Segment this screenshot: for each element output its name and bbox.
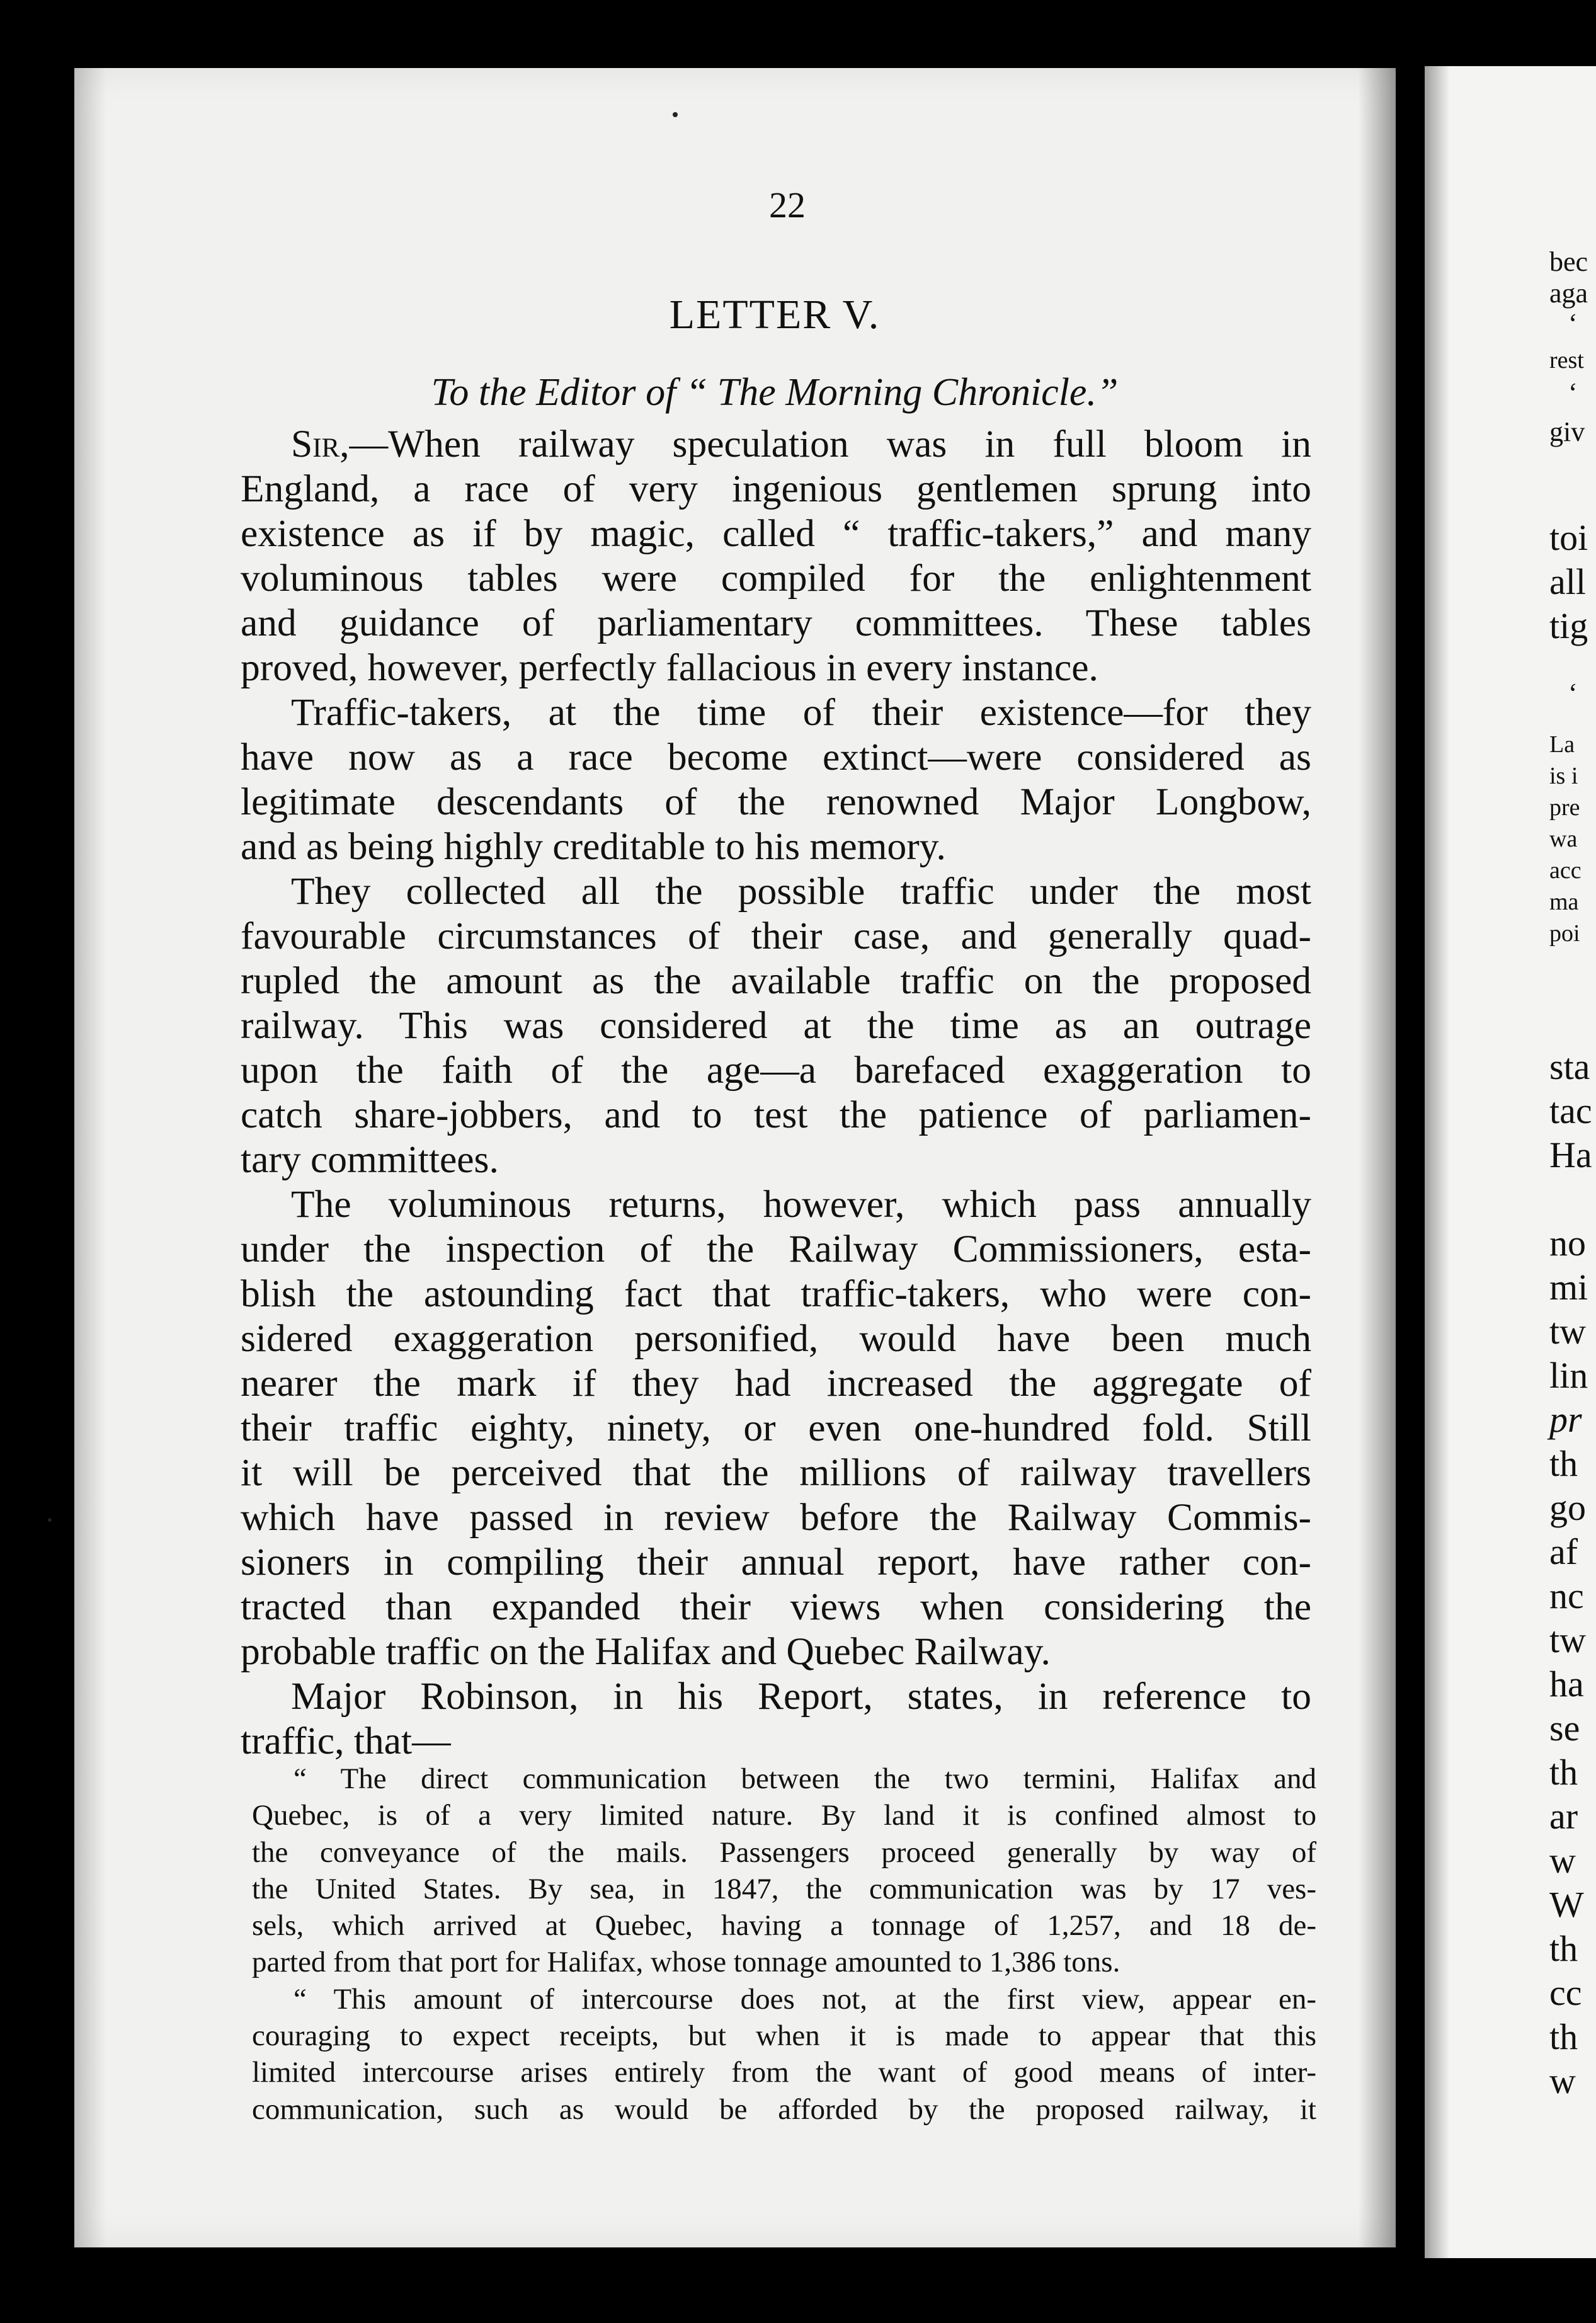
body-line: catch share-jobbers, and to test the patience of parliamen- bbox=[241, 1093, 1311, 1136]
body-line: England, a race of very ingenious gentlemen sprung into bbox=[241, 467, 1311, 510]
facing-fragment: wa bbox=[1549, 826, 1578, 852]
facing-fragment: se bbox=[1549, 1708, 1580, 1749]
facing-fragment: bec bbox=[1549, 246, 1588, 277]
facing-fragment: all bbox=[1549, 561, 1586, 602]
body-line: have now as a race become extinct—were considered as bbox=[241, 736, 1311, 779]
body-line: and as being highly creditable to his memory. bbox=[241, 825, 946, 868]
facing-fragment: tw bbox=[1549, 1619, 1586, 1660]
quote-line: the United States. By sea, in 1847, the communication was by 17 ves- bbox=[252, 1872, 1316, 1905]
facing-fragment: th bbox=[1549, 1443, 1578, 1484]
ink-speck bbox=[48, 1518, 52, 1522]
facing-fragment: sta bbox=[1549, 1046, 1590, 1087]
quote-line: couraging to expect receipts, but when it is made to appear that this bbox=[252, 2019, 1316, 2053]
quote-line: parted from that port for Halifax, whose tonnage amounted to 1,386 tons. bbox=[252, 1946, 1120, 1979]
salutation: To the Editor of “ The Morning Chronicle.” bbox=[431, 371, 1119, 414]
body-line: nearer the mark if they had increased the aggregate of bbox=[241, 1362, 1311, 1405]
facing-fragment: pr bbox=[1549, 1399, 1582, 1440]
body-line: Traffic-takers, at the time of their existence—for they bbox=[291, 691, 1311, 734]
letter-body bbox=[241, 422, 1311, 1764]
body-line: under the inspection of the Railway Commissioners, esta- bbox=[241, 1228, 1311, 1270]
body-line: legitimate descendants of the renowned Major Longbow, bbox=[241, 780, 1311, 823]
body-line: tary committees. bbox=[241, 1138, 499, 1181]
facing-fragment: giv bbox=[1549, 416, 1585, 447]
letter-heading: LETTER V. bbox=[669, 292, 881, 338]
facing-fragment: no bbox=[1549, 1223, 1586, 1264]
facing-fragment: is i bbox=[1549, 763, 1578, 789]
page-number: 22 bbox=[769, 185, 806, 225]
quote-line: communication, such as would be afforded by the proposed railway, it bbox=[252, 2092, 1316, 2126]
body-line: sioners in compiling their annual report, have rather con- bbox=[241, 1541, 1311, 1584]
facing-fragment: af bbox=[1549, 1531, 1578, 1572]
facing-fragment: La bbox=[1549, 731, 1575, 758]
body-line: it will be perceived that the millions of railway travellers bbox=[241, 1451, 1311, 1494]
facing-fragment: mi bbox=[1549, 1267, 1588, 1308]
quote-line: Quebec, is of a very limited nature. By land it is confined almost to bbox=[252, 1799, 1316, 1832]
facing-fragment: tw bbox=[1549, 1311, 1586, 1352]
body-line: Sir,—When railway speculation was in full bloom in bbox=[291, 423, 1311, 465]
facing-fragment: ar bbox=[1549, 1796, 1578, 1837]
facing-fragment: th bbox=[1549, 2016, 1578, 2057]
sir-label: Sir, bbox=[291, 423, 350, 465]
body-line: favourable circumstances of their case, and generally quad- bbox=[241, 915, 1311, 957]
body-line: voluminous tables were compiled for the enlightenment bbox=[241, 557, 1311, 600]
body-line: proved, however, perfectly fallacious in every instance. bbox=[241, 646, 1098, 689]
body-line: probable traffic on the Halifax and Quebec Railway. bbox=[241, 1630, 1051, 1673]
quote-line: the conveyance of the mails. Passengers proceed generally by way of bbox=[252, 1835, 1316, 1869]
quote-line: “ The direct communication between the two termini, Halifax and bbox=[294, 1762, 1316, 1795]
facing-fragment: th bbox=[1549, 1752, 1578, 1793]
facing-fragment: toi bbox=[1549, 517, 1588, 558]
body-line: The voluminous returns, however, which pass annually bbox=[291, 1183, 1311, 1226]
body-line: tracted than expanded their views when considering the bbox=[241, 1585, 1311, 1628]
facing-fragment: poi bbox=[1549, 920, 1580, 947]
body-line: their traffic eighty, ninety, or even one-hundred fold. Still bbox=[241, 1407, 1311, 1449]
facing-fragment: ‘ bbox=[1568, 678, 1578, 709]
facing-fragment: acc bbox=[1549, 857, 1582, 884]
facing-fragment: w bbox=[1549, 2060, 1576, 2101]
body-line: railway. This was considered at the time as an outrage bbox=[241, 1004, 1311, 1047]
facing-fragment: lin bbox=[1549, 1355, 1588, 1396]
facing-fragment: ‘ bbox=[1568, 377, 1578, 408]
facing-fragment: nc bbox=[1549, 1575, 1584, 1616]
facing-fragment: tig bbox=[1549, 605, 1588, 646]
facing-fragment: pre bbox=[1549, 794, 1580, 821]
facing-fragment: tac bbox=[1549, 1090, 1592, 1131]
body-line: and guidance of parliamentary committees. These tables bbox=[241, 602, 1311, 644]
body-line: sidered exaggeration personified, would have been much bbox=[241, 1317, 1311, 1360]
report-quotation bbox=[252, 1761, 1316, 2128]
quote-line: limited intercourse arises entirely from the want of good means of inter- bbox=[252, 2056, 1316, 2089]
facing-fragment: W bbox=[1549, 1884, 1584, 1925]
facing-fragment: ma bbox=[1549, 889, 1579, 915]
body-line: traffic, that— bbox=[241, 1720, 451, 1762]
body-line: rupled the amount as the available traffic on the proposed bbox=[241, 959, 1311, 1002]
facing-fragment: th bbox=[1549, 1928, 1578, 1969]
facing-fragment: cc bbox=[1549, 1972, 1582, 2013]
body-line: They collected all the possible traffic under the most bbox=[291, 870, 1311, 913]
body-line: Major Robinson, in his Report, states, in reference to bbox=[291, 1675, 1311, 1718]
facing-fragment: ‘ bbox=[1568, 308, 1578, 339]
body-line: blish the astounding fact that traffic-takers, who were con- bbox=[241, 1272, 1311, 1315]
quote-line: “ This amount of intercourse does not, at the first view, appear en- bbox=[294, 1982, 1316, 2016]
facing-fragment: rest bbox=[1549, 347, 1584, 374]
body-line: upon the faith of the age—a barefaced exaggeration to bbox=[241, 1049, 1311, 1092]
body-line: which have passed in review before the Railway Commis- bbox=[241, 1496, 1311, 1539]
facing-fragment: aga bbox=[1549, 278, 1588, 309]
facing-fragment: ha bbox=[1549, 1664, 1584, 1704]
facing-fragment: Ha bbox=[1549, 1134, 1592, 1175]
facing-fragment: go bbox=[1549, 1487, 1586, 1528]
facing-fragment: w bbox=[1549, 1840, 1576, 1881]
body-line: existence as if by magic, called “ traffic-takers,” and many bbox=[241, 512, 1311, 555]
quote-line: sels, which arrived at Quebec, having a tonnage of 1,257, and 18 de- bbox=[252, 1909, 1316, 1943]
ink-speck bbox=[673, 112, 678, 117]
